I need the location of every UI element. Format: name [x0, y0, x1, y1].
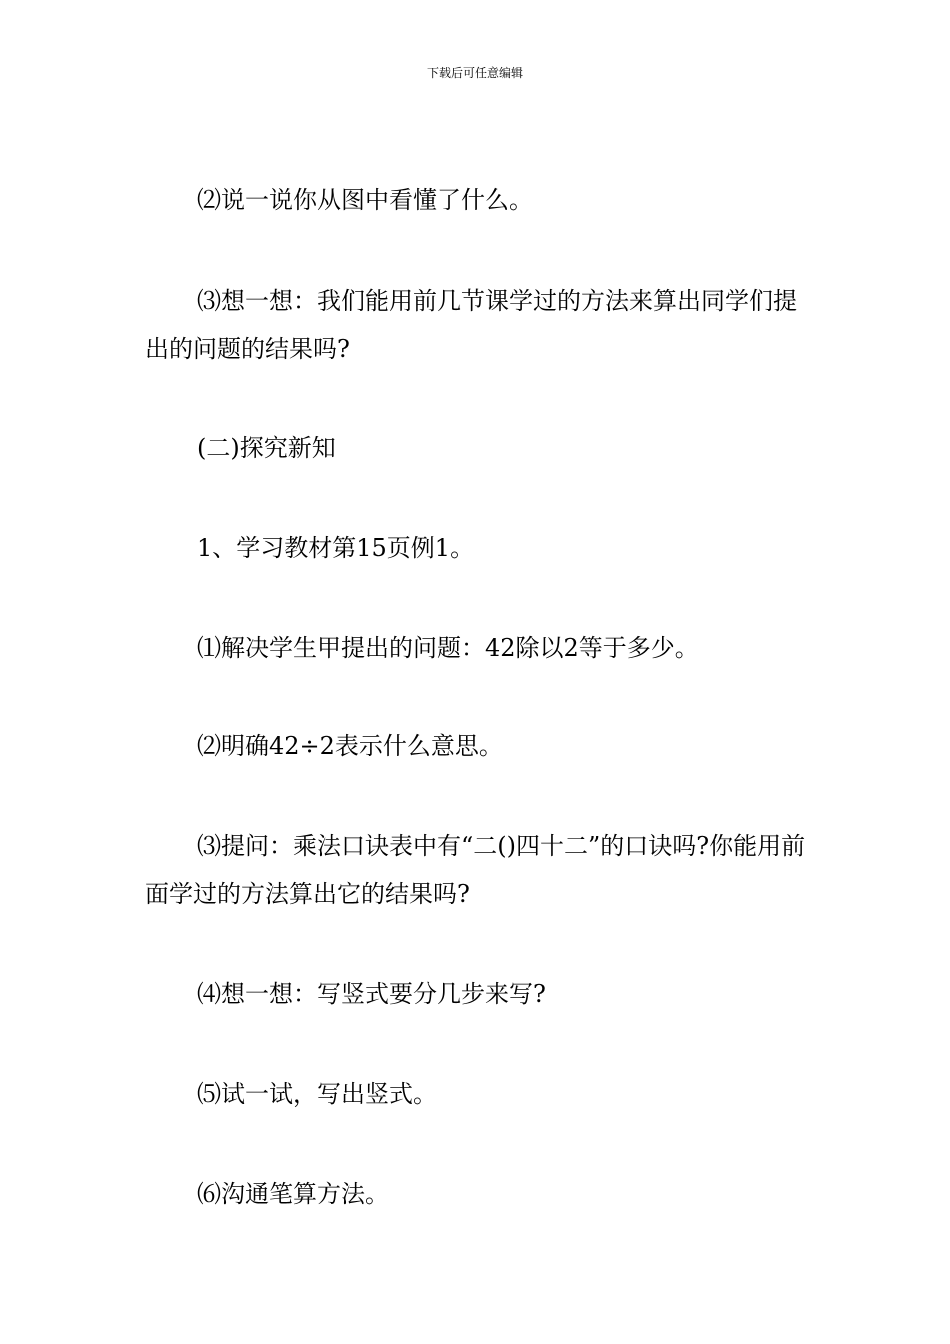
- paragraph: ⑸试一试，写出竖式。: [197, 1080, 437, 1108]
- paragraph: 1、学习教材第15页例1。: [197, 534, 475, 562]
- paragraph: ⑶想一想：我们能用前几节课学过的方法来算出同学们提出的问题的结果吗?: [145, 287, 797, 363]
- paragraph: ⑵明确42÷2表示什么意思。: [197, 732, 503, 760]
- paragraph: ⑹沟通笔算方法。: [197, 1180, 389, 1208]
- paragraph: ⑷想一想：写竖式要分几步来写?: [197, 980, 546, 1008]
- paragraph: ⑴解决学生甲提出的问题：42除以2等于多少。: [197, 634, 699, 662]
- section-heading: (二)探究新知: [197, 434, 336, 462]
- paragraph: ⑵说一说你从图中看懂了什么。: [197, 186, 533, 214]
- page-header: 下载后可任意编辑: [426, 66, 523, 80]
- paragraph: ⑶提问：乘法口诀表中有“二()四十二”的口诀吗?你能用前面学过的方法算出它的结果吗?: [145, 832, 806, 908]
